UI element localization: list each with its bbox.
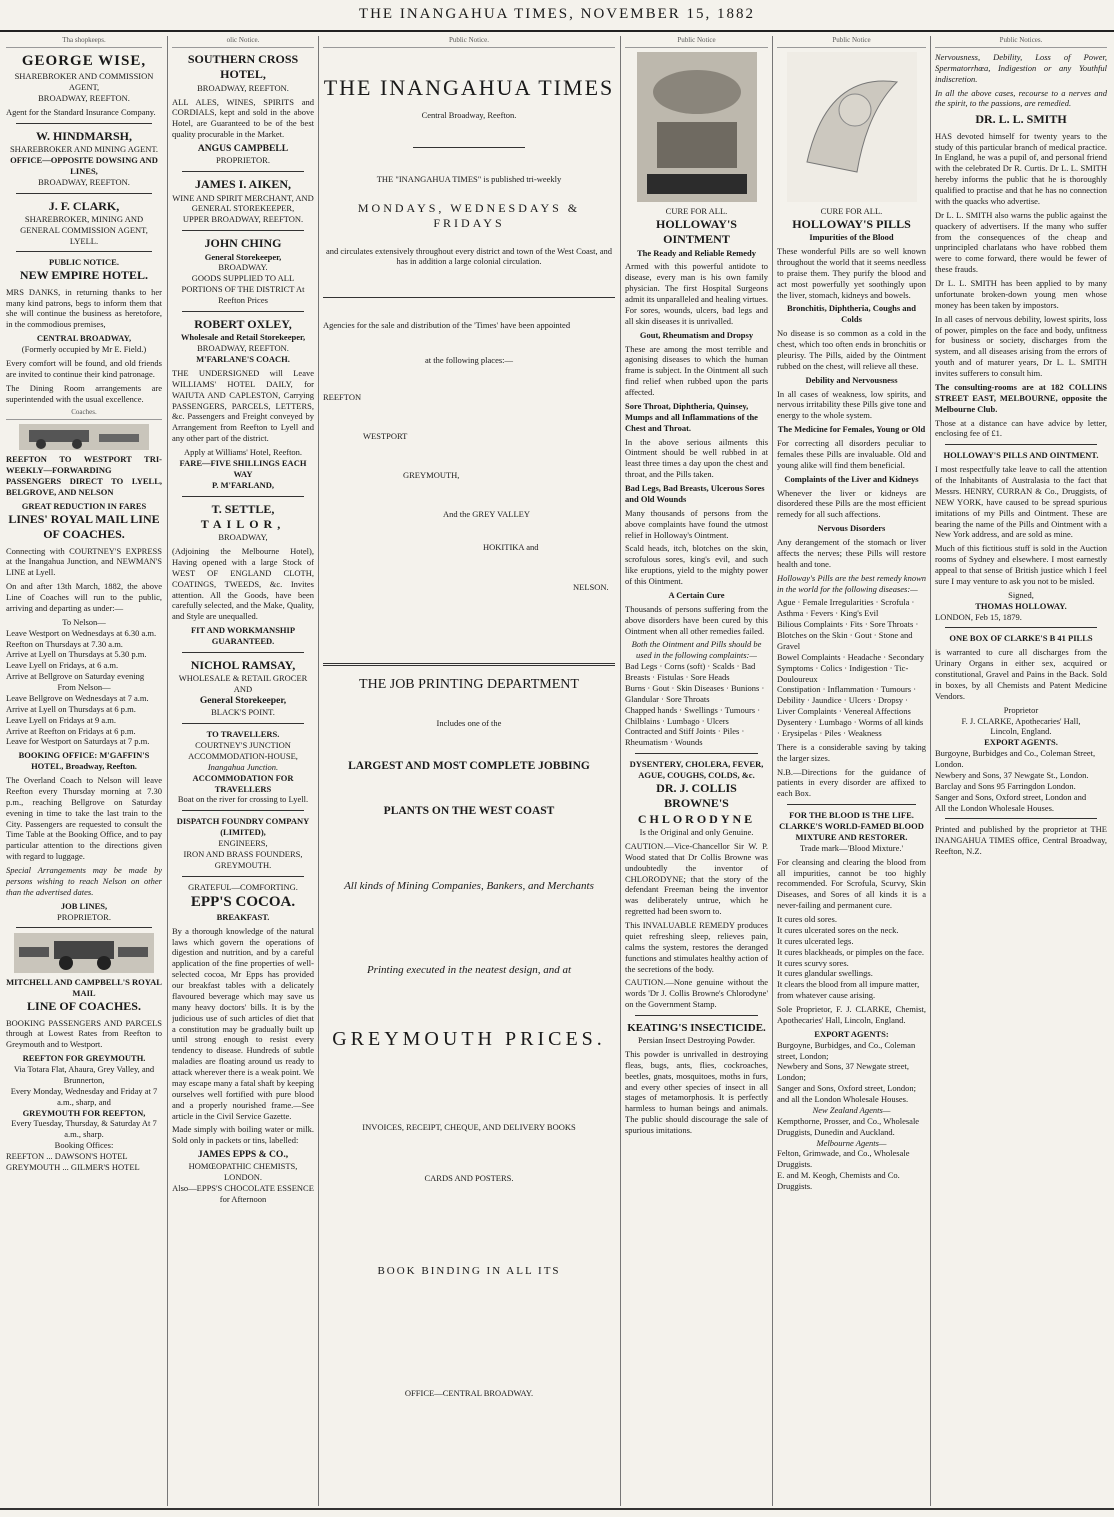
cure-line: It clears the blood from all impure matter, from whatever cause arising.: [777, 979, 920, 1001]
caution: CAUTION.—None genuine without the words 'Dr J. Collis Browne's Chlorodyne' on the Government Stamp.: [625, 977, 768, 1010]
published: THE "INANGAHUA TIMES" is published tri-weekly: [376, 173, 562, 184]
cases-line: Contracted and Stiff Joints · Piles · Rheumatism · Wounds: [625, 726, 745, 748]
southern-cross-text: ALL ALES, WINES, SPIRITS and CORDIALS, kept and sold in the above Hotel, are Guaranteed to be of the best quality procurable in the Market.: [172, 96, 314, 140]
best-remedy: Holloway's Pills are the best remedy known in the world for the following diseases:—: [777, 572, 926, 594]
coaches-header: Coaches.: [6, 408, 162, 420]
circulation: and circulates extensively throughout every district and town of the West Coast, and has in addition a large colonial circulation.: [326, 245, 612, 267]
cure-line: It cures old sores.: [777, 914, 837, 925]
agent-region: New Zealand Agents—: [812, 1104, 891, 1115]
route-via: Via Totara Flat, Ahaura, Grey Valley, and Brunnerton,: [13, 1064, 155, 1085]
remit: Those at a distance can have advice by letter, enclosing fee of £1.: [935, 417, 1107, 439]
tailor-text: (Adjoining the Melbourne Hotel), Having opened with a large Stock of WEST OF ENGLAND CLOTH, COATINGS, TWEEDS, &c. Invites attention. All the Goods, have been carefully selected, and the Make, Quality, and Style are unequalled.: [172, 546, 314, 622]
keating-title: KEATING'S INSECTICIDE.: [627, 1022, 766, 1034]
column-3: [323, 36, 615, 1506]
aiken-addr: UPPER BROADWAY, REEFTON.: [182, 214, 304, 225]
farlane-name: P. M'FARLAND,: [211, 479, 275, 490]
office-line: GREYMOUTH ... GILMER'S HOTEL: [6, 1161, 140, 1172]
special-text: Special Arrangements may be made by persons wishing to reach Nelson on other than the advertised dates.: [6, 865, 162, 897]
ointment-title: HOLLOWAY'S OINTMENT: [656, 216, 737, 247]
column-rule: [930, 36, 931, 1506]
invoices: INVOICES, RECEIPT, CHEQUE, AND DELIVERY BOOKS: [362, 1122, 576, 1133]
smith-advice: In all cases of nervous debility, lowest spirits, loss of power, pimples on the face and body, unfitness for business or society, discharges from the system, and all diseases arising from the errors of youth and of maturer years, Dr L. L. SMITH invites sufferers to consult him.: [935, 313, 1107, 379]
debility-text: In all cases of weakness, low spirits, and nervous irritability these Pills give tone and energy to the whole system.: [777, 388, 926, 421]
sore-text: In the above serious ailments this Ointment should be well rubbed in at least three times a day upon the chest and throat, and the Pills taken.: [625, 436, 768, 480]
place: And the GREY VALLEY: [443, 508, 530, 519]
breakfast: BREAKFAST.: [216, 911, 270, 922]
debility: Debility and Nervousness: [805, 374, 898, 385]
place: GREYMOUTH,: [403, 469, 460, 480]
invaluable: This INVALUABLE REMEDY produces quiet refreshing sleep, relieves pain, calms the system, restores the deranged functions and stimulates healthy action of the secretions of the body.: [625, 920, 768, 974]
column-1: [6, 36, 162, 1506]
connecting-text: Connecting with COURTNEY'S EXPRESS at the Inangahua Junction, and NEWMAN'S LINE at Lyell.: [6, 545, 162, 578]
cure-line: It cures blackheads, or pimples on the face.: [777, 946, 925, 957]
hindmarsh-trade: SHAREBROKER AND MINING AGENT.: [9, 144, 159, 154]
fare-text: FARE—FIVE SHILLINGS EACH WAY: [179, 457, 307, 479]
agent-line: Newbery and Sons, 37 Newgate street, London;: [777, 1061, 909, 1083]
oxley-trade: Wholesale and Retail Storekeeper,: [180, 332, 306, 343]
epps-made: Made simply with boiling water or milk. Sold only in packets or tins, labelled:: [172, 1124, 314, 1146]
ching-addr: BROADWAY.: [218, 262, 268, 273]
job-lines-prop: PROPRIETOR.: [57, 911, 111, 922]
coach-illustration: [19, 424, 149, 450]
proprietor-label: Proprietor: [1003, 704, 1039, 715]
foundry-addr: GREYMOUTH.: [214, 859, 272, 870]
column-rule: [167, 36, 168, 1506]
stagecoach-illustration: [14, 933, 154, 973]
angus-name: ANGUS CAMPBELL: [197, 143, 289, 155]
cure-for-all: CURE FOR ALL.: [820, 205, 883, 216]
cases-heading: Both the Ointment and Pills should be used in the following complaints:—: [631, 639, 762, 661]
bad-legs-heading: Bad Legs, Bad Breasts, Ulcerous Sores and Old Wounds: [625, 483, 765, 504]
epps-co: JAMES EPPS & CO.,: [197, 1149, 289, 1161]
schedule-line: Arrive at Lyell on Thursdays at 6 p.m.: [6, 703, 136, 714]
ointment-sub: The Ready and Reliable Remedy: [637, 247, 756, 258]
travellers: TO TRAVELLERS.: [206, 729, 280, 740]
schedule-line: Leave Lyell on Fridays at 9 a.m.: [6, 714, 116, 725]
grateful: GRATEFUL—COMFORTING.: [188, 881, 298, 892]
agent-line: Sanger and Sons, Oxford street, London; and all the London Wholesale Houses.: [777, 1083, 917, 1105]
column-rule: [772, 36, 773, 1506]
lincoln: Lincoln, England.: [990, 726, 1052, 737]
settle-name: T. SETTLE,: [211, 501, 275, 516]
one-box-title: ONE BOX OF CLARKE'S B 41 PILLS: [949, 633, 1093, 644]
place: HOKITIKA and: [483, 541, 539, 552]
agent-line: All the London Wholesale Houses.: [935, 802, 1055, 813]
chloro-sub: Is the Original and only Genuine.: [639, 827, 754, 837]
column-header: olic Notice.: [172, 36, 314, 48]
printing: Printing executed in the neatest design, and at: [366, 963, 572, 976]
ramsay-and: AND: [233, 684, 253, 695]
office: OFFICE—CENTRAL BROADWAY.: [404, 1388, 534, 1399]
disease-line: Constipation · Inflammation · Tumours · Debility · Jaundice · Ulcers · Dropsy · Liver Complaints · Venereal Affections: [777, 684, 917, 717]
schedule-line: Arrive at Lyell on Thursdays at 5.30 p.m.: [6, 649, 147, 660]
holloway-heading: HOLLOWAY'S PILLS AND OINTMENT.: [943, 450, 1099, 461]
booking-offices: Booking Offices:: [54, 1140, 114, 1151]
sore-throat-heading: Sore Throat, Diphtheria, Quinsey, Mumps and all Inflammations of the Chest and Throat.: [625, 400, 758, 433]
southern-cross-title: SOUTHERN CROSS HOTEL,: [187, 51, 299, 82]
smith-consult: Dr L. L. SMITH has been applied to by many unfortunate broken-down young men whose money has been taken by impostors.: [935, 278, 1107, 310]
public-notice-heading: PUBLIC NOTICE.: [49, 257, 119, 268]
in-all: In all the above cases, recourse to a nerves and the spirit, to the passions, are remedied.: [935, 87, 1107, 109]
nervous: Nervous Disorders: [817, 523, 886, 534]
times-sub: Central Broadway, Reefton.: [421, 110, 517, 121]
collis-title: DR. J. COLLIS BROWNE'S: [656, 780, 737, 811]
place: REEFTON: [323, 392, 362, 403]
signature-date: LONDON, Feb 15, 1879.: [935, 611, 1022, 622]
epps-text: By a thorough knowledge of the natural laws which govern the operations of digestion and nutrition, and by a careful application of the fine properties of well-selected cocoa, Mr Epps has provided our breakfast tables with a delicately flavoured beverage which may save us many heavy doctors' bills. It is by the judicious use of such articles of diet that a constitution may be gradually built up until strong enough to resist every tendency to disease. Hundreds of subtle maladies are floating around us ready to attack wherever there is a weak point. We may escape many a fatal shaft by keeping ourselves well fortified with pure blood and a properly nourished frame.—See article in the Civil Service Gazette.: [172, 925, 314, 1121]
gout-text: These are among the most terrible and agonising diseases to which the human frame is subject. In the Ointment all such find relief when rubbed upon the parts affected.: [625, 343, 768, 398]
agent-line: Burgoyne, Burbidges, and Co., Coleman street, London;: [777, 1039, 916, 1061]
empire-hotel-title: NEW EMPIRE HOTEL.: [19, 268, 149, 283]
binding: BOOK BINDING IN ALL ITS: [377, 1265, 561, 1278]
cure-for-all: CURE FOR ALL.: [665, 205, 728, 216]
bronchitis-text: No disease is so common as a cold in the chest, which too often ends in bronchitis or pleurisy. The Pills, aided by the Ointment rubbed on the chest, will relieve all these.: [777, 328, 926, 371]
agent-region: Melbourne Agents—: [816, 1137, 887, 1148]
agent-line: Burgoyne, Burbidges and Co., Coleman Street, London.: [935, 748, 1096, 770]
bronchitis: Bronchitis, Diphtheria, Coughs and Colds: [786, 303, 917, 325]
hindmarsh-office: OFFICE—OPPOSITE DOWSING AND LINES,: [10, 154, 158, 176]
consult-rooms: The consulting-rooms are at 182 COLLINS STREET EAST, MELBOURNE, opposite the Melbourne Club.: [935, 381, 1107, 414]
courtney: COURTNEY'S JUNCTION ACCOMMODATION-HOUSE,: [188, 740, 298, 761]
route-heading: GREYMOUTH FOR REEFTON,: [22, 1107, 146, 1118]
also: Also—EPPS'S CHOCOLATE ESSENCE for Afternoon: [172, 1183, 314, 1205]
route-heading: REEFTON FOR GREYMOUTH.: [22, 1053, 146, 1064]
engineers: ENGINEERS,: [218, 838, 268, 849]
nervous-text: Any derangement of the stomach or liver affects the nerves; these Pills will restore health and tone.: [777, 537, 926, 569]
column-header: Public Notices.: [935, 36, 1107, 48]
hindmarsh-name: W. HINDMARSH,: [36, 128, 132, 143]
wise-trade: SHAREBROKER AND COMMISSION AGENT,: [14, 71, 154, 93]
homeo: HOMŒOPATHIC CHEMISTS,: [188, 1161, 298, 1172]
agent-line: Kempthorne, Prosser, and Co., Wholesale Druggists, Dunedin and Auckland.: [777, 1115, 920, 1137]
lines-title: LINES' ROYAL MAIL LINE OF COACHES.: [8, 511, 160, 542]
plants: PLANTS ON THE WEST COAST: [383, 804, 555, 817]
disease-line: Dysentery · Lumbago · Worms of all kinds · Erysipelas · Piles · Weakness: [777, 717, 924, 738]
line-of-coaches: LINE OF COACHES.: [27, 999, 141, 1014]
ramsay-name: NICHOL RAMSAY,: [190, 657, 296, 672]
accommodation: ACCOMMODATION FOR TRAVELLERS: [192, 772, 294, 794]
courtney-addr: Inangahua Junction.: [207, 761, 279, 772]
booking-parcels: BOOKING PASSENGERS AND PARCELS through at Lowest Rates from Reefton to Greymouth and to Westport.: [6, 1017, 162, 1050]
cure-line: It cures scurvy sores.: [777, 957, 849, 968]
aiken-trade: WINE AND SPIRIT MERCHANT, AND GENERAL STOREKEEPER,: [172, 192, 314, 214]
disease-line: Bilious Complaints · Fits · Sore Throats · Blotches on the Skin · Gout · Stone and Gravel: [777, 619, 919, 651]
route-days: Every Tuesday, Thursday, & Saturday At 7 a.m., sharp.: [11, 1118, 157, 1140]
oxley-name: ROBERT OXLEY,: [194, 316, 292, 331]
farlane-coach: M'FARLANE'S COACH.: [196, 354, 290, 365]
export-agents: EXPORT AGENTS:: [814, 1028, 889, 1039]
southern-cross-addr: BROADWAY, REEFTON.: [197, 82, 289, 93]
printed-by: Printed and published by the proprietor at THE INANGAHUA TIMES office, Central Broadway, Reefton, N.Z.: [935, 824, 1107, 857]
angus-prop: PROPRIETOR.: [216, 155, 270, 166]
chlorodyne: CHLORODYNE: [637, 811, 756, 826]
ladies-text: For correcting all disorders peculiar to females these Pills are invaluable. Old and young alike will find them beneficial.: [777, 438, 926, 470]
schedule-line: Leave for Westport on Saturdays at 7 p.m.: [6, 736, 150, 747]
schedule-line: Leave Westport on Wednesdays at 6.30 a.m.: [6, 627, 157, 638]
tailor-addr: BROADWAY,: [218, 532, 268, 543]
place: NELSON.: [573, 582, 609, 593]
schedule-line: Arrive at Reefton on Fridays at 6 p.m.: [6, 725, 136, 736]
certain-cure: A Certain Cure: [668, 589, 725, 600]
smith-title: DR. L. L. SMITH: [975, 112, 1067, 127]
column-rule: [620, 36, 621, 1506]
office-line: REEFTON ... DAWSON'S HOTEL: [6, 1151, 128, 1161]
tailor-title: TAILOR,: [200, 516, 286, 531]
pills-text: These wonderful Pills are so well known throughout the world that it seems needless to praise them. They purify the blood and act most powerfully yet soothingly upon the liver, stomach, kidneys and bowels.: [777, 246, 926, 300]
times-title: THE INANGAHUA TIMES: [323, 74, 615, 100]
certain-text: Thousands of persons suffering from the above disorders have been cured by this Ointment when all other remedies failed.: [625, 603, 768, 636]
cure-line: It cures ulcerated sores on the neck.: [777, 924, 899, 935]
smith-text: HAS devoted himself for twenty years to the study of this particular branch of medical practice. In England, he was a pupil of, and personal friend with the celebrated Dr R. Curtis. Dr L. L. SMITH hereby informs the public that he is thoroughly qualified to practise and that he has no connection with the quacks who advertise.: [935, 130, 1107, 206]
comfort-text: Every comfort will be found, and old friends are invited to continue their kind patronage.: [6, 357, 162, 379]
masthead: THE INANGAHUA TIMES, NOVEMBER 15, 1882: [0, 0, 1114, 32]
column-4: [625, 36, 768, 1506]
cases-line: Bad Legs · Corns (soft) · Scalds · Bad Breasts · Fistulas · Sore Heads: [625, 661, 756, 683]
column-header: Public Notice: [625, 36, 768, 48]
column-header: Public Notice.: [323, 36, 615, 48]
central-broadway: CENTRAL BROADWAY,: [36, 333, 132, 344]
clark-address: LYELL.: [69, 235, 99, 246]
signed: Signed,: [1008, 589, 1034, 600]
job-lines: JOB LINES,: [60, 900, 108, 911]
clarke-text: For cleansing and clearing the blood from all impurities, cannot be too highly recommended. For Scrofula, Scurvy, Skin Diseases, and Sores of all kinds it is a never-failing and permanent cure.: [777, 856, 926, 911]
holloway-text: I most respectfully take leave to call the attention of the Inhabitants of Australasia to the fact that Messrs. HENRY, CURRAN & Co., Druggists, of NEW YORK, have caused to be spread spurious imitations of my Pills and Ointment. These are bearing the name of the Pills and Ointment with a New York address, and are sold as mine.: [935, 464, 1107, 540]
pills-title: HOLLOWAY'S PILLS: [792, 216, 911, 231]
schedule-line: Leave Bellgrove on Wednesdays at 7 a.m.: [6, 692, 149, 703]
trade-mark: Trade mark—'Blood Mixture.': [799, 842, 904, 853]
nervous-ad: Nervousness, Debility, Loss of Power, Spermatorrhœa, Indigestion or any Youthful indiscretion.: [935, 51, 1107, 84]
route-text: REEFTON TO WESTPORT TRI-WEEKLY—FORWARDING PASSENGERS DIRECT TO LYELL, BELGROVE, AND NELSON: [6, 454, 162, 498]
clark-name: J. F. CLARK,: [48, 198, 120, 213]
liver-text: Whenever the liver or kidneys are disordered these Pills are the most efficient remedy for all such affections.: [777, 487, 926, 520]
ramsay-store: General Storekeeper,: [199, 695, 287, 707]
savings: There is a considerable saving by taking the larger sizes.: [777, 741, 926, 763]
pills-sub: Impurities of the Blood: [809, 232, 894, 243]
bad-legs-text: Many thousands of persons from the above complaints have found the utmost relief in Holloway's Ointment.: [625, 507, 768, 540]
directions: N.B.—Directions for the guidance of patients in every disorder are affixed to each Box.: [777, 766, 926, 799]
overland-text: The Overland Coach to Nelson will leave Reefton every Thursday morning at 7.30 p.m., reaching Bellgrove on Saturday evening in time to take the last train to the City. Passengers are requested to consult the Time Table at the Booking Office, and to pay particular attention to the directions given with regard to luggage.: [6, 775, 162, 862]
ointment-text: Armed with this powerful antidote to disease, every man is his own family physician. The first Hospital Surgeons admit its unparalleled and healing virtues. For sores, wounds, ulcers, bad legs and all skin diseases it is unrivalled.: [625, 261, 768, 326]
dates-text: On and after 13th March, 1882, the above Line of Coaches will run to the public, arriving and departing as under:—: [6, 581, 162, 613]
skin-text: Scald heads, itch, blotches on the skin, scrofulous sores, king's evil, and such like eruptions, yield to the mighty power of this Ointment.: [625, 543, 768, 587]
signature: THOMAS HOLLOWAY.: [975, 600, 1067, 611]
cases-line: Chapped hands · Swellings · Tumours · Chilblains · Lumbago · Ulcers: [625, 704, 761, 726]
holloways-pills-engraving: [787, 52, 917, 202]
hindmarsh-address: BROADWAY, REEFTON.: [38, 176, 130, 187]
holloways-ointment-engraving: [637, 52, 757, 202]
to-nelson: To Nelson—: [62, 616, 106, 627]
ladies: The Medicine for Females, Young or Old: [777, 424, 926, 435]
mitchell-title: MITCHELL AND CAMPBELL'S ROYAL MAIL: [6, 977, 162, 999]
keating-text: This powder is unrivalled in destroying fleas, bugs, ants, flies, cockroaches, beetles, gnats, mosquitoes, moths in furs, and every other species of insect in all stages of metamorphosis. It is perfectly harmless to human beings and animals. The public should discourage the sale of spurious imitations.: [625, 1048, 768, 1136]
farlane-apply: Apply at Williams' Hotel, Reefton.: [183, 447, 303, 458]
clarke-proprietor: Sole Proprietor, F. J. CLARKE, Chemist, Apothecaries' Hall, Lincoln, England.: [777, 1004, 926, 1025]
aiken-name: JAMES I. AIKEN,: [194, 177, 292, 192]
schedule-line: Leave Lyell on Fridays, at 6 a.m.: [6, 660, 119, 671]
job-dept: THE JOB PRINTING DEPARTMENT: [359, 677, 579, 693]
agent-line: Barclay and Sons 95 Farringdon London.: [935, 780, 1076, 791]
holloway-text-2: Much of this fictitious stuff is sold in the Auction rooms of Sydney and elsewhere. I most earnestly appeal to that sense of British justice which I feel sure I may venture to ask you not to be misled.: [935, 543, 1107, 586]
prices: GREYMOUTH PRICES.: [332, 1027, 606, 1050]
smith-warn: Dr L. L. SMITH also warns the public against the quackery of advertisers. If the many who suffer from the consequences of the cheap and unprincipled charlatans who have robbed them were to come forward, there would be fewer of these frauds.: [935, 209, 1107, 275]
column-6: [935, 36, 1107, 1506]
places: at the following places:—: [424, 355, 514, 366]
dining-text: The Dining Room arrangements are superintended with the usual excellence.: [6, 382, 162, 404]
column-header: Tha shopkeeps.: [6, 36, 162, 48]
boat: Boat on the river for crossing to Lyell.: [177, 794, 309, 805]
formerly: (Formerly occupied by Mr E. Field.): [21, 344, 147, 355]
days: MONDAYS, WEDNESDAYS & FRIDAYS: [357, 200, 581, 231]
wise-name: GEORGE WISE,: [21, 52, 147, 69]
clark-trade: SHAREBROKER, MINING AND GENERAL COMMISSION AGENT,: [20, 213, 148, 235]
epps-title: EPP'S COCOA.: [190, 893, 296, 910]
gout-heading: Gout, Rheumatism and Dropsy: [639, 329, 754, 340]
wise-address: BROADWAY, REEFTON.: [38, 92, 130, 103]
from-nelson: From Nelson—: [57, 682, 111, 693]
fit-text: FIT AND WORKMANSHIP GUARANTEED.: [190, 625, 296, 647]
agent-line: E. and M. Keogh, Chemists and Co. Druggists.: [777, 1170, 900, 1192]
chloro-text: CAUTION.—Vice-Chancellor Sir W. P. Wood stated that Dr Collis Browne was undoubtedly the inventor of CHLORODYNE; that the story of the defendant Freeman being the inventor was deliberately untrue, which he regretted had been sworn to.: [625, 840, 768, 917]
wise-agent: Agent for the Standard Insurance Company.: [6, 106, 156, 117]
schedule-line: Arrive at Bellgrove on Saturday evening: [6, 671, 145, 682]
keating-sub: Persian Insect Destroying Powder.: [637, 1035, 756, 1046]
one-box-text: is warranted to cure all discharges from the Urinary Organs in either sex, acquired or constitutional, Gravel and Pains in the Back. Sold in boxes, by all Chemists and Patent Medicine Vendors.: [935, 647, 1107, 701]
export-agents: EXPORT AGENTS.: [984, 737, 1058, 748]
cure-line: It cures ulcerated legs.: [777, 935, 854, 946]
ching-name: JOHN CHING: [204, 236, 282, 251]
cards: CARDS AND POSTERS.: [424, 1173, 514, 1184]
farlane-text: THE UNDERSIGNED will Leave WILLIAMS' HOTEL DAILY, for WAIUTA AND CAPLESTON, Carrying PASSENGERS, PARCELS, LETTERS, &c. Passengers and Freight conveyed by Arrangement from Reefton to Lyell and any other part of the district.: [172, 367, 314, 444]
liver: Complaints of the Liver and Kidneys: [784, 473, 919, 484]
clarke-title: CLARKE'S WORLD-FAMED BLOOD MIXTURE AND RESTORER.: [779, 821, 924, 842]
ching-trade: General Storekeeper,: [204, 251, 282, 262]
empire-text: MRS DANKS, in returning thanks to her many kind patrons, begs to inform them that she will continue the business as heretofore, in the commodious premises,: [6, 286, 162, 330]
column-rule: [318, 36, 319, 1506]
place: WESTPORT: [363, 430, 408, 441]
column-header: Public Notice: [777, 36, 926, 48]
agent-line: Felton, Grimwade, and Co., Wholesale Druggists.: [777, 1148, 910, 1170]
cases-line: Burns · Gout · Skin Diseases · Bunions · Glandular · Sore Throats: [625, 682, 765, 704]
dysentery: DYSENTERY, CHOLERA, FEVER, AGUE, COUGHS, COLDS, &c.: [629, 759, 764, 781]
footer-rule: [0, 1508, 1114, 1510]
column-2: [172, 36, 314, 1506]
oxley-addr: BROADWAY, REEFTON.: [197, 343, 289, 354]
ramsay-trade: WHOLESALE & RETAIL GROCER: [178, 673, 308, 684]
route-days: Every Monday, Wednesday and Friday at 7 a.m., sharp, and: [10, 1085, 158, 1107]
agent-line: Sanger and Sons, Oxford street, London and: [935, 791, 1087, 802]
booking-office: BOOKING OFFICE: M'GAFFIN'S HOTEL, Broadway, Reefton.: [18, 750, 150, 772]
iron: IRON AND BRASS FOUNDERS,: [183, 848, 303, 859]
goods-text: GOODS SUPPLIED TO ALL PORTIONS OF THE DISTRICT At Reefton Prices: [181, 273, 305, 306]
clarke-name: F. J. CLARKE, Apothecaries' Hall,: [961, 715, 1081, 726]
disease-line: Bowel Complaints · Headache · Secondary Symptoms · Colics · Indigestion · Tic-Douloureux: [777, 651, 925, 684]
fares-reduction: GREAT REDUCTION IN FARES: [21, 500, 147, 511]
cure-line: It cures glandular swellings.: [777, 968, 873, 979]
column-5: [777, 36, 926, 1506]
mining: All kinds of Mining Companies, Bankers, and Merchants: [344, 879, 594, 892]
schedule-line: Reefton on Thursdays at 7.30 a.m.: [6, 638, 123, 649]
ramsay-addr: BLACK'S POINT.: [211, 707, 275, 718]
agent-line: Newbery and Sons, 37 Newgate St., London.: [935, 769, 1089, 780]
blood-heading: FOR THE BLOOD IS THE LIFE.: [789, 810, 914, 821]
london: LONDON.: [223, 1172, 262, 1183]
disease-line: Ague · Female Irregularities · Scrofula · Asthma · Fevers · King's Evil: [777, 597, 915, 619]
foundry-title: DISPATCH FOUNDRY COMPANY (LIMITED),: [176, 816, 310, 838]
agencies: Agencies for the sale and distribution of the 'Times' have been appointed: [323, 320, 571, 331]
includes: Includes one of the: [436, 718, 502, 729]
largest: LARGEST AND MOST COMPLETE JOBBING: [348, 760, 590, 773]
